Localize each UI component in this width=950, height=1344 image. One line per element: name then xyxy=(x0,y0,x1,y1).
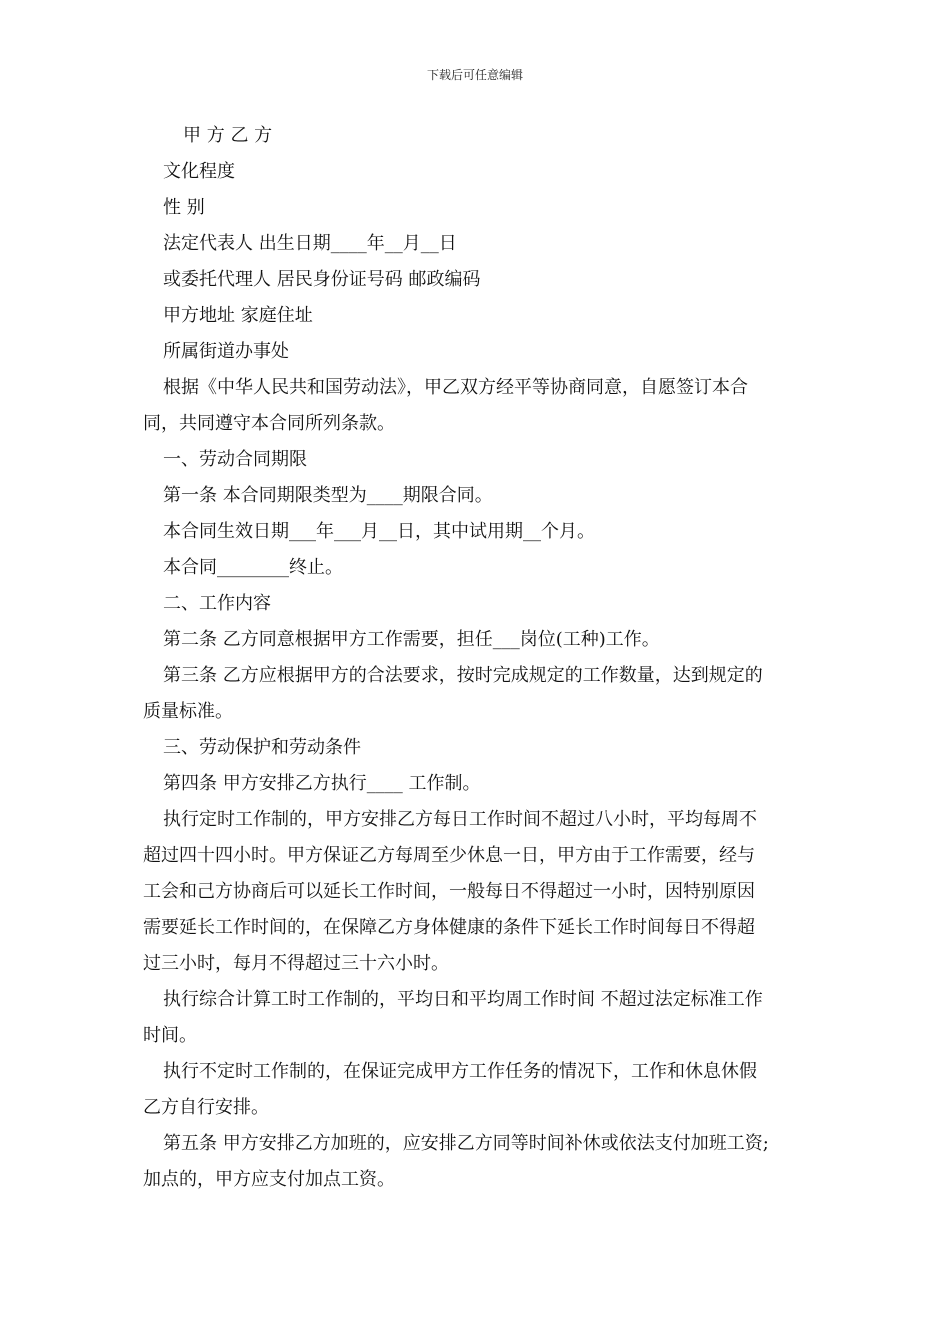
clause-line: 质量标准。 xyxy=(143,701,233,722)
section-heading: 一、劳动合同期限 xyxy=(163,449,307,470)
paragraph-line: 乙方自行安排。 xyxy=(143,1097,269,1118)
field-legal-rep: 法定代表人 出生日期____年__月__日 xyxy=(163,233,457,254)
clause-line: 第一条 本合同期限类型为____期限合同。 xyxy=(163,485,493,506)
paragraph-line: 根据《中华人民共和国劳动法》，甲乙双方经平等协商同意，自愿签订本合 xyxy=(163,377,748,398)
section-heading: 二、工作内容 xyxy=(163,593,271,614)
paragraph-line: 需要延长工作时间的，在保障乙方身体健康的条件下延长工作时间每日不得超 xyxy=(143,917,755,938)
paragraph-line: 超过四十四小时。甲方保证乙方每周至少休息一日，甲方由于工作需要，经与 xyxy=(143,845,755,866)
field-agent: 或委托代理人 居民身份证号码 邮政编码 xyxy=(163,269,481,290)
paragraph-line: 同，共同遵守本合同所列条款。 xyxy=(143,413,395,434)
paragraph-line: 过三小时，每月不得超过三十六小时。 xyxy=(143,953,449,974)
clause-line: 第五条 甲方安排乙方加班的，应安排乙方同等时间补休或依法支付加班工资; xyxy=(163,1133,769,1154)
field-subdistrict: 所属街道办事处 xyxy=(163,341,289,362)
paragraph-line: 时间。 xyxy=(143,1025,197,1046)
field-address: 甲方地址 家庭住址 xyxy=(163,305,313,326)
paragraph-line: 执行综合计算工时工作制的，平均日和平均周工作时间 不超过法定标准工作 xyxy=(163,989,763,1010)
party-header: 甲 方 乙 方 xyxy=(183,125,273,146)
paragraph-line: 执行不定时工作制的，在保证完成甲方工作任务的情况下，工作和休息休假 xyxy=(163,1061,757,1082)
clause-line: 本合同________终止。 xyxy=(163,557,343,578)
clause-line: 本合同生效日期___年___月__日，其中试用期__个月。 xyxy=(163,521,595,542)
paragraph-line: 工会和己方协商后可以延长工作时间，一般每日不得超过一小时，因特别原因 xyxy=(143,881,755,902)
page-header: 下载后可任意编辑 xyxy=(426,68,523,82)
clause-line: 第二条 乙方同意根据甲方工作需要，担任___岗位(工种)工作。 xyxy=(163,629,660,650)
paragraph-line: 执行定时工作制的，甲方安排乙方每日工作时间不超过八小时，平均每周不 xyxy=(163,809,757,830)
field-education: 文化程度 xyxy=(163,161,235,182)
section-heading: 三、劳动保护和劳动条件 xyxy=(163,737,361,758)
clause-line: 第三条 乙方应根据甲方的合法要求，按时完成规定的工作数量，达到规定的 xyxy=(163,665,763,686)
paragraph-line: 加点的，甲方应支付加点工资。 xyxy=(143,1169,395,1190)
clause-line: 第四条 甲方安排乙方执行____ 工作制。 xyxy=(163,773,481,794)
field-gender: 性 别 xyxy=(163,197,205,218)
document-body xyxy=(143,118,808,1198)
